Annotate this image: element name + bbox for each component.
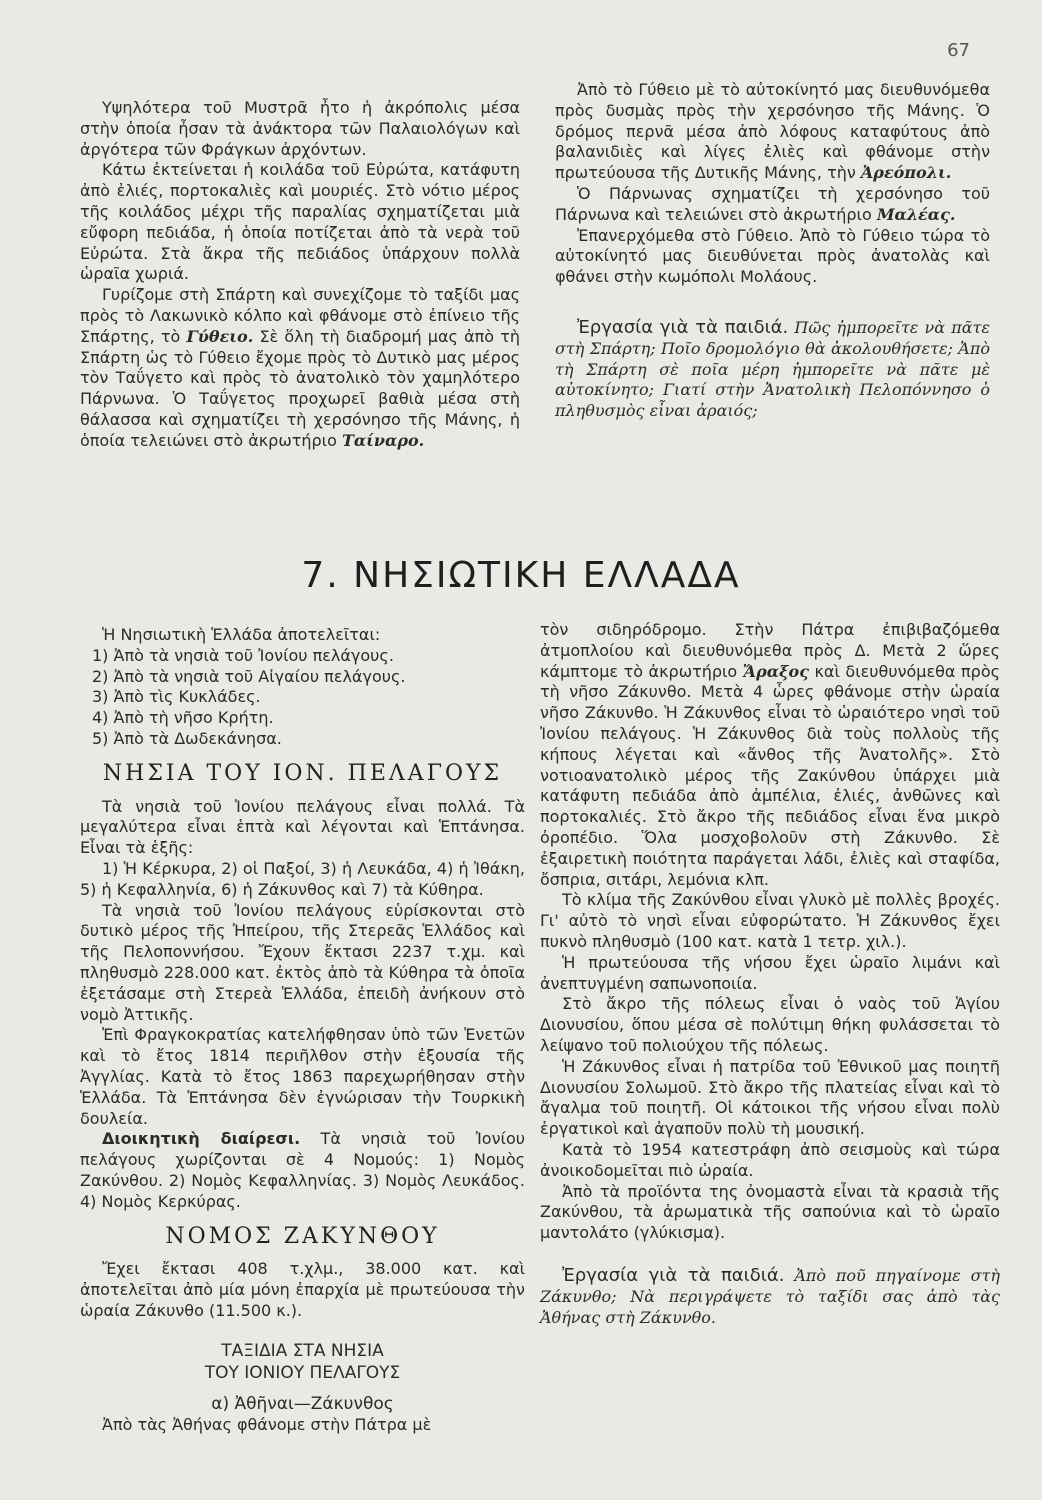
place-name-gytheio: Γύθειο.: [186, 326, 254, 346]
travel-title: [80, 1340, 525, 1384]
paragraph: Τὰ νησιὰ τοῦ Ἰονίου πελάγους εὑρίσκονται στὸ δυτικὸ μέρος τῆς Ἠπείρου, τῆς Στερεᾶς Ἑλλάδος καὶ τῆς Πελοποννήσου. Ἔχουν ἔκτασι 2237 τ.χμ. καὶ πληθυσμὸ 228.000 κατ. ἐκτὸς ἀπὸ τὰ Κύθηρα τὰ ὁποῖα ἐξετάσαμε στὴ Στερεὰ Ἑλλάδα, ἐπειδὴ ἀνήκουν στὸ νομὸ Ἀττικῆς.: [80, 900, 525, 1024]
paragraph: Ἔχει ἔκτασι 408 τ.χλμ., 38.000 κατ. καὶ ἀποτελεῖται ἀπὸ μία μόνη ἐπαρχία μὲ πρωτεύουσα τὴν ὡραία Ζάκυνθο (11.500 κ.).: [80, 1259, 525, 1320]
admin-label: Διοικητικὴ διαίρεσι.: [102, 1129, 301, 1149]
text-run: Ἀπὸ τὸ Γύθειο μὲ τὸ αὐτοκίνητό μας διευθυνόμεθα πρὸς δυσμὰς πρὸς τὴν χερσόνησο τῆς Μάνης. Ὁ δρόμος περνᾶ μέσα ἀπὸ λόφους καταφύτους ἀπὸ βαλανιδιὲς καὶ λίγες ἐλιὲς καὶ φθάνομε στὴν πρωτεύουσα τῆς Δυτικῆς Μάνης, τὴν: [555, 80, 990, 183]
paragraph: Ἡ πρωτεύουσα τῆς νήσου ἔχει ὡραῖο λιμάνι καὶ ἀνεπτυγμένη σαπωνοποιία.: [540, 952, 1000, 993]
text-run: Σὲ ὅλη τὴ διαδρομή μας ἀπὸ τὴ Σπάρτη ὡς τὸ Γύθειο ἔχομε πρὸς τὸ Δυτικὸ μας μέρος τὸν Ταΰγετο καὶ πρὸς τὸ ἀνατολικὸ τὸν χαμηλότερο Πάρνωνα. Ὁ Ταΰγετος προχωρεῖ βαθιὰ μέσα στὴ θάλασσα καὶ σχηματίζει τὴ χερσόνησο τῆς Μάνης, ἡ ὁποία τελειώνει στὸ ἀκρωτήριο: [80, 326, 520, 450]
paragraph: Κατὰ τὸ 1954 κατεστράφη ἀπὸ σεισμοὺς καὶ τώρα ἀνοικοδομεῖται πιὸ ὡραία.: [540, 1139, 1000, 1180]
paragraph: 1) Ἡ Κέρκυρα, 2) οἱ Παξοί, 3) ἡ Λευκάδα, 4) ἡ Ἰθάκη, 5) ἡ Κεφαλληνία, 6) ἡ Ζάκυνθος καὶ 7) τὰ Κύθηρα.: [80, 858, 525, 899]
column-bottom-left: [80, 625, 525, 1435]
kids-task-paragraph: [540, 1266, 1000, 1328]
list-item: 1) Ἀπὸ τὰ νησιὰ τοῦ Ἰονίου πελάγους.: [92, 645, 394, 665]
paragraph: Ἐπανερχόμεθα στὸ Γύθειο. Ἀπὸ τὸ Γύθειο τώρα τὸ αὐτοκίνητό μας διευθύνεται πρὸς ἀνατολὰς καὶ φθάνει στὴν κωμόπολι Μολάους.: [555, 225, 990, 287]
text-run: Τὰ νησιὰ τοῦ Ἰονίου πελάγους χωρίζονται σὲ 4 Νομούς: 1) Νομὸς Ζακύνθου. 2) Νομὸς Κεφαλληνίας. 3) Νομὸς Λευκάδος. 4) Νομὸς Κερκύρας.: [80, 1129, 525, 1211]
place-name-areopoli: Ἀρεόπολι.: [860, 163, 952, 183]
text-run: Ὁ Πάρνωνας σχηματίζει τὴ χερσόνησο τοῦ Πάρνωνα καὶ τελειώνει στὸ ἀκρωτήριο: [555, 183, 990, 224]
list-item: 4) Ἀπὸ τὴ νῆσο Κρήτη.: [92, 708, 274, 728]
kids-task-text: Πῶς ἠμπορεῖτε νὰ πᾶτε στὴ Σπάρτη; Ποῖο δρομολόγιο θὰ ἀκολουθήσετε; Ἀπὸ τὴ Σπάρτη σὲ ποῖα μέρη ἠμπορεῖτε νὰ πᾶτε μὲ αὐτοκίνητο; Γιατί στὴν Ἀνατολικὴ Πελοπόννησο ὁ πληθυσμὸς εἶναι ἀραιός;: [555, 317, 990, 421]
kids-task-label: Ἐργασία γιὰ τὰ παιδιά.: [577, 316, 789, 338]
place-name-araxos: Ἄραξος: [742, 661, 809, 681]
paragraph: Κάτω ἐκτείνεται ἡ κοιλάδα τοῦ Εὐρώτα, κατάφυτη ἀπὸ ἐλιές, πορτοκαλιὲς καὶ μουριές. Στὸ νότιο μέρος τῆς κοιλάδος μέχρι τῆς παραλίας σχηματίζεται μιὰ εὔφορη πεδιάδα, ἡ ὁποία ποτίζεται ἀπὸ τὰ νερὰ τοῦ Εὐρώτα. Στὰ ἄκρα τῆς πεδιάδος ὑπάρχουν πολλὰ ὡραῖα χωριά.: [80, 160, 520, 284]
paragraph: [80, 1129, 525, 1212]
page-number: 67: [947, 40, 970, 61]
text-run: καὶ διευθυνόμεθα πρὸς τὴ νῆσο Ζάκυνθο. Μετὰ 4 ὧρες φθάνομε στὴν ὡραία νῆσο Ζάκυνθο. Ἡ Ζάκυνθος εἶναι τὸ ὡραιότερο νησὶ τοῦ Ἰονίου πελάγους. Ἡ Ζάκυνθος διὰ τοὺς πολλοὺς τῆς κήπους λέγεται καὶ «ἄνθος τῆς Ἀνατολῆς». Στὸ νοτιοανατολικὸ μέρος τῆς Ζακύνθου ὑπάρχει μιὰ κατάφυτη πεδιάδα ἀπὸ ἀμπέλια, ἐλιές, ἀνθῶνες καὶ πορτοκαλιές. Στὸ ἄκρο τῆς πεδιάδος εἶναι ἕνα μικρὸ ὀροπέδιο. Ὅλα μοσχοβολοῦν στὴ Ζάκυνθο. Σὲ ἐξαιρετικὴ ποιότητα παράγεται λάδι, ἐλιὲς καὶ σταφίδα, ὄσπρια, σιτάρι, λεμόνια κλπ.: [540, 661, 1000, 889]
text-run: τὸν σιδηρόδρομο. Στὴν Πάτρα ἐπιβιβαζόμεθα ἀτμοπλοίου καὶ διευθυνόμεθα πρὸς Δ. Μετὰ 2 ὥρες κάμπτομε τὸ ἀκρωτήριο: [540, 620, 1000, 681]
travel-title-line: ΤΑΞΙΔΙΑ ΣΤΑ ΝΗΣΙΑ: [221, 1340, 384, 1361]
column-bottom-right: [540, 620, 1000, 1328]
travel-subtitle: α) Ἀθῆναι—Ζάκυνθος: [211, 1393, 394, 1414]
kids-task-label: Ἐργασία γιὰ τὰ παιδιά.: [562, 1264, 785, 1286]
paragraph: Τὸ κλίμα τῆς Ζακύνθου εἶναι γλυκὸ μὲ πολλὲς βροχές. Γι' αὐτὸ τὸ νησὶ εἶναι εὐφορώτατο. Ἡ Ζάκυνθος ἔχει πυκνὸ πληθυσμὸ (100 κατ. κατὰ 1 τετρ. χιλ.).: [540, 890, 1000, 951]
paragraph: Υψηλότερα τοῦ Μυστρᾶ ἦτο ἡ ἀκρόπολις μέσα στὴν ὁποία ἦσαν τὰ ἀνάκτορα τῶν Παλαιολόγων καὶ ἀργότερα τῶν Φράγκων ἀρχόντων.: [80, 98, 520, 159]
paragraph: [80, 285, 520, 451]
paragraph: Ἐπὶ Φραγκοκρατίας κατελήφθησαν ὑπὸ τῶν Ἐνετῶν καὶ τὸ ἔτος 1814 περιῆλθον στὴν ἐξουσία τῆς Ἀγγλίας. Κατὰ τὸ ἔτος 1863 παρεχωρήθησαν στὴν Ἑλλάδα. Τὰ Ἑπτάνησα δὲν ἐγνώρισαν τὴν Τουρκικὴ δουλεία.: [80, 1025, 525, 1128]
paragraph: Ἡ Ζάκυνθος εἶναι ἡ πατρίδα τοῦ Ἐθνικοῦ μας ποιητῆ Διονυσίου Σολωμοῦ. Στὸ ἄκρο τῆς πλατείας εἶναι καὶ τὸ ἄγαλμα τοῦ ποιητῆ. Οἱ κάτοικοι τῆς νήσου εἶναι πολὺ ἐργατικοὶ καὶ ἀγαποῦν πολὺ τὴ μουσική.: [540, 1056, 1000, 1139]
place-name-maleas: Μαλέας.: [876, 204, 956, 224]
list-item: 5) Ἀπὸ τὰ Δωδεκάνησα.: [92, 728, 282, 748]
heading-ionian-islands: ΝΗΣΙΑ ΤΟΥ ΙΟΝ. ΠΕΛΑΓΟΥΣ: [102, 760, 503, 786]
intro-line: Ἡ Νησιωτικὴ Ἑλλάδα ἀποτελεῖται:: [102, 625, 381, 644]
paragraph: Τὰ νησιὰ τοῦ Ἰονίου πελάγους εἶναι πολλά. Τὰ μεγαλύτερα εἶναι ἑπτὰ καὶ λέγονται καὶ Ἑπτάνησα. Εἶναι τὰ ἑξῆς:: [80, 796, 525, 858]
paragraph: [555, 184, 990, 226]
column-top-right: [555, 80, 990, 422]
column-top-left: [80, 98, 520, 452]
list-item: 2) Ἀπὸ τὰ νησιὰ τοῦ Αἰγαίου πελάγους.: [92, 666, 406, 686]
list-item: 3) Ἀπὸ τὶς Κυκλάδες.: [92, 687, 261, 707]
place-name-tainaro: Ταίναρο.: [341, 430, 425, 450]
paragraph: Ἀπὸ τὰς Ἀθήνας φθάνομε στὴν Πάτρα μὲ: [102, 1414, 432, 1434]
kids-task-text: Ἀπὸ ποῦ πηγαίνομε στὴ Ζάκυνθο; Νὰ περιγράψετε τὸ ταξίδι σας ἀπὸ τὰς Ἀθήνας στὴ Ζάκυνθο.: [540, 1265, 1000, 1327]
text-run: Γυρίζομε στὴ Σπάρτη καὶ συνεχίζομε τὸ ταξίδι μας πρὸς τὸ Λακωνικὸ κόλπο καὶ φθάνομε στὸ ἐπίνειο τῆς Σπάρτης, τὸ: [80, 285, 520, 346]
kids-task-paragraph: [555, 318, 990, 422]
section-title: 7. ΝΗΣΙΩΤΙΚΗ ΕΛΛΑΔΑ: [301, 555, 741, 596]
heading-zakynthos-prefecture: ΝΟΜΟΣ ΖΑΚΥΝΘΟΥ: [165, 1223, 440, 1249]
travel-title-line: ΤΟΥ ΙΟΝΙΟΥ ΠΕΛΑΓΟΥΣ: [204, 1362, 401, 1383]
paragraph: [555, 80, 990, 184]
paragraph: Στὸ ἄκρο τῆς πόλεως εἶναι ὁ ναὸς τοῦ Ἁγίου Διονυσίου, ὅπου μέσα σὲ πολύτιμη θήκη φυλάσσεται τὸ λείψανο τοῦ πολιούχου τῆς πόλεως.: [540, 994, 1000, 1055]
paragraph: [540, 620, 1000, 890]
paragraph: Ἀπὸ τὰ προϊόντα της ὀνομαστὰ εἶναι τὰ κρασιὰ τῆς Ζακύνθου, τὰ ἀρωματικὰ τῆς σαπούνια καὶ τὸ ὡραῖο μαντολάτο (γλύκισμα).: [540, 1181, 1000, 1243]
